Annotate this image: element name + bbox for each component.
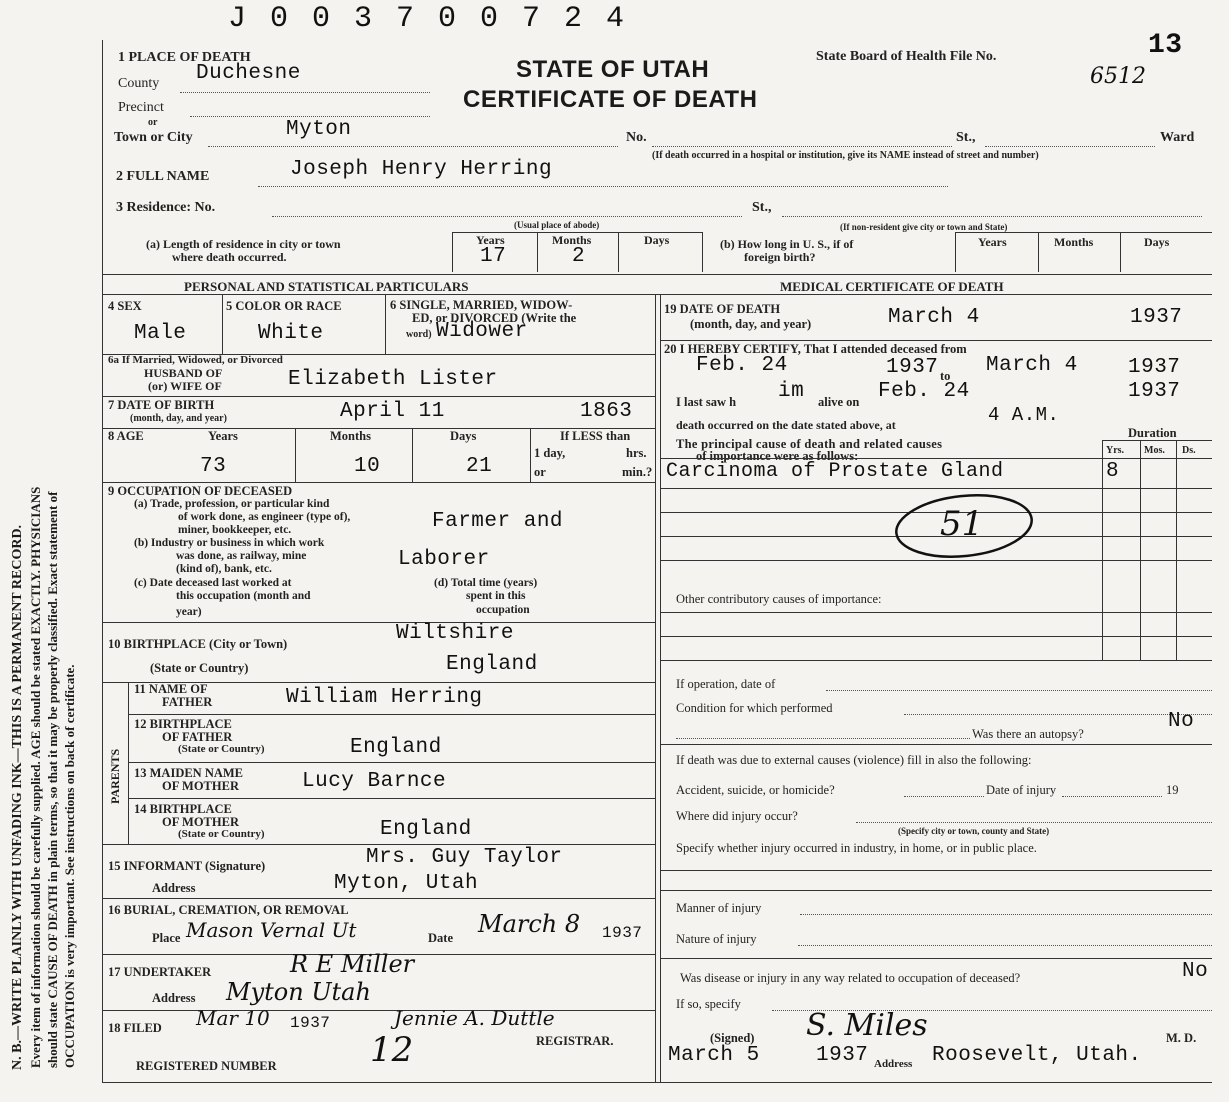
autopsy-value: No bbox=[1168, 710, 1195, 733]
marital-label-2: ED, or DIVORCED (Write the bbox=[412, 311, 577, 325]
res-b-label2: foreign birth? bbox=[744, 250, 816, 264]
residence-label: 3 Residence: No. bbox=[116, 200, 216, 215]
occ-a-1: (a) Trade, profession, or particular kind bbox=[134, 498, 330, 510]
manner-label: Manner of injury bbox=[676, 901, 762, 915]
res-days-header: Days bbox=[644, 233, 670, 247]
operation-label: If operation, date of bbox=[676, 677, 776, 691]
cause-label-2: of importance were as follows: bbox=[696, 449, 859, 463]
mother-label-2: OF MOTHER bbox=[162, 779, 239, 793]
birthplace-state: England bbox=[446, 653, 538, 676]
yrs-header: Yrs. bbox=[1106, 445, 1125, 456]
occ-c-1: (c) Date deceased last worked at bbox=[134, 577, 292, 589]
mother-bp-label-2: OF MOTHER bbox=[162, 815, 239, 829]
signed-label: (Signed) bbox=[710, 1031, 755, 1045]
hour-label: death occurred on the date stated above, at bbox=[676, 418, 896, 432]
age-days-header: Days bbox=[450, 429, 477, 443]
occ-a-2: of work done, as engineer (type of), bbox=[178, 511, 351, 523]
specify-note: (Specify city or town, county and State) bbox=[898, 826, 1050, 836]
age-months-header: Months bbox=[330, 429, 371, 443]
mother-value: Lucy Barnce bbox=[302, 770, 447, 793]
burial-label: 16 BURIAL, CREMATION, OR REMOVAL bbox=[108, 903, 349, 917]
informant-value: Mrs. Guy Taylor bbox=[366, 846, 563, 869]
saw-him: im bbox=[778, 380, 805, 403]
age-years: 73 bbox=[200, 455, 227, 478]
external-label: If death was due to external causes (violence) fill in also the following: bbox=[676, 753, 1032, 767]
autopsy-label: Was there an autopsy? bbox=[972, 727, 1084, 741]
res-a-label: (a) Length of residence in city or town bbox=[146, 237, 341, 251]
ward-label: Ward bbox=[1160, 130, 1195, 145]
full-name-value: Joseph Henry Herring bbox=[290, 158, 553, 181]
cause-label-1: The principal cause of death and related causes bbox=[676, 437, 943, 451]
alive-date: Feb. 24 bbox=[878, 380, 970, 403]
circled-code: 51 bbox=[940, 504, 984, 544]
occ-d-1: (d) Total time (years) bbox=[434, 577, 538, 589]
st-label: St., bbox=[956, 130, 976, 145]
related-value: No bbox=[1182, 960, 1209, 983]
left-border bbox=[102, 40, 103, 1082]
informant-addr: Myton, Utah bbox=[334, 872, 479, 895]
saw-label: I last saw h bbox=[676, 395, 737, 409]
undertaker-value: R E Miller bbox=[290, 950, 415, 978]
mother-label-1: 13 MAIDEN NAME bbox=[134, 766, 244, 780]
informant-addr-label: Address bbox=[152, 881, 196, 895]
other-causes-label: Other contributory causes of importance: bbox=[676, 592, 882, 606]
marital-label-3: word) bbox=[406, 329, 432, 340]
father-label-1: 11 NAME OF bbox=[134, 682, 208, 696]
occ-b-1: (b) Industry or business in which work bbox=[134, 537, 325, 549]
injury-date-label: Date of injury bbox=[986, 783, 1057, 797]
sex-label: 4 SEX bbox=[108, 299, 142, 313]
industry-label: Specify whether injury occurred in industry, in home, or in public place. bbox=[676, 841, 1037, 855]
spouse-value: Elizabeth Lister bbox=[288, 368, 498, 391]
ifso-label: If so, specify bbox=[676, 997, 741, 1011]
father-bp-label-1: 12 BIRTHPLACE bbox=[134, 717, 232, 731]
mother-bp-label-3: (State or Country) bbox=[178, 828, 265, 840]
father-bp-label-2: OF FATHER bbox=[162, 730, 233, 744]
file-number-handwritten: 6512 bbox=[1090, 64, 1146, 89]
condition-label: Condition for which performed bbox=[676, 701, 833, 715]
burial-date-label: Date bbox=[428, 931, 453, 945]
father-bp-label-3: (State or Country) bbox=[178, 743, 265, 755]
file-number: 13 bbox=[1148, 30, 1183, 61]
cause-years: 8 bbox=[1106, 460, 1120, 483]
injury-year-label: 19 bbox=[1166, 783, 1179, 797]
alive-label: alive on bbox=[818, 395, 860, 409]
occ-a-3: miner, bookkeeper, etc. bbox=[178, 524, 292, 536]
birthplace-state-label: (State or Country) bbox=[150, 661, 249, 675]
place-heading: 1 PLACE OF DEATH bbox=[118, 50, 251, 65]
filed-year: 1937 bbox=[290, 1014, 331, 1032]
spouse-label-2: HUSBAND OF bbox=[144, 366, 223, 380]
age-less-label: If LESS than bbox=[560, 429, 631, 443]
age-months: 10 bbox=[354, 455, 381, 478]
related-label: Was disease or injury in any way related to occupation of deceased? bbox=[680, 971, 1021, 985]
age-years-header: Years bbox=[208, 429, 238, 443]
age-hrs-label: hrs. bbox=[626, 446, 647, 460]
or-label: or bbox=[148, 117, 158, 128]
duration-header: Duration bbox=[1128, 426, 1177, 440]
certify-from-year: 1937 bbox=[886, 356, 939, 379]
occ-c-3: year) bbox=[176, 606, 202, 618]
occ-b-3: (kind of), bank, etc. bbox=[176, 563, 272, 575]
side-note-1: N. B.—WRITE PLAINLY WITH UNFADING INK—THIS IS A PERMANENT RECORD. bbox=[10, 524, 25, 1070]
occupation-heading: 9 OCCUPATION OF DECEASED bbox=[108, 484, 293, 498]
certify-label: 20 I HEREBY CERTIFY, That I attended deceased from bbox=[664, 342, 967, 356]
mother-bp-value: England bbox=[380, 818, 472, 841]
occ-c-2: this occupation (month and bbox=[176, 590, 311, 602]
dob-label-2: (month, day, and year) bbox=[130, 413, 227, 424]
occ-a-value: Farmer and bbox=[432, 510, 564, 533]
dob-label-1: 7 DATE OF BIRTH bbox=[108, 398, 215, 412]
filed-date: Mar 10 bbox=[196, 1006, 270, 1030]
accident-label: Accident, suicide, or homicide? bbox=[676, 783, 835, 797]
address-label: Address bbox=[874, 1058, 913, 1070]
age-min-label: min.? bbox=[622, 465, 653, 479]
signature-year: 1937 bbox=[816, 1044, 869, 1067]
burial-place-label: Place bbox=[152, 931, 181, 945]
dob-year: 1863 bbox=[580, 400, 633, 423]
hour-value: 4 A.M. bbox=[988, 404, 1060, 426]
ds-header: Ds. bbox=[1182, 445, 1196, 456]
nature-label: Nature of injury bbox=[676, 932, 757, 946]
dod-value: March 4 bbox=[888, 306, 980, 329]
occ-d-3: occupation bbox=[476, 604, 530, 616]
side-note-3: should state CAUSE OF DEATH in plain terms, so that it may be properly classified. Exact statement of bbox=[45, 491, 60, 1068]
certify-to-label: to bbox=[940, 369, 951, 383]
file-number-label: State Board of Health File No. bbox=[816, 49, 997, 64]
certify-from: Feb. 24 bbox=[696, 354, 788, 377]
usual-abode-note: (Usual place of abode) bbox=[514, 220, 600, 230]
father-bp-value: England bbox=[350, 736, 442, 759]
where-label: Where did injury occur? bbox=[676, 809, 798, 823]
dod-label-1: 19 DATE OF DEATH bbox=[664, 302, 781, 316]
informant-label: 15 INFORMANT (Signature) bbox=[108, 859, 266, 873]
certify-until: March 4 bbox=[986, 354, 1078, 377]
undertaker-label: 17 UNDERTAKER bbox=[108, 965, 212, 979]
mother-bp-label-1: 14 BIRTHPLACE bbox=[134, 802, 232, 816]
birthplace-label: 10 BIRTHPLACE (City or Town) bbox=[108, 637, 288, 651]
hospital-note: (If death occurred in a hospital or institution, give its NAME instead of street and number) bbox=[652, 150, 1039, 161]
filed-label: 18 FILED bbox=[108, 1021, 162, 1035]
medical-heading: MEDICAL CERTIFICATE OF DEATH bbox=[780, 279, 1004, 294]
cause-value: Carcinoma of Prostate Gland bbox=[666, 460, 1004, 483]
nonresident-note: (If non-resident give city or town and State) bbox=[840, 222, 1008, 232]
res-a-label2: where death occurred. bbox=[172, 250, 287, 264]
no-label: No. bbox=[626, 130, 647, 145]
spouse-label-1: 6a If Married, Widowed, or Divorced bbox=[108, 354, 283, 366]
certify-until-year: 1937 bbox=[1128, 356, 1181, 379]
age-label: 8 AGE bbox=[108, 429, 144, 443]
undertaker-addr: Myton Utah bbox=[226, 978, 371, 1006]
undertaker-addr-label: Address bbox=[152, 991, 196, 1005]
mos-header: Mos. bbox=[1144, 445, 1165, 456]
burial-year: 1937 bbox=[602, 924, 643, 942]
residence-st-label: St., bbox=[752, 200, 772, 215]
burial-place: Mason Vernal Ut bbox=[186, 918, 357, 942]
res-b-years-header: Years bbox=[978, 235, 1007, 249]
occ-d-2: spent in this bbox=[466, 590, 526, 602]
res-b-days-header: Days bbox=[1144, 235, 1170, 249]
registrar-label: REGISTRAR. bbox=[536, 1034, 614, 1048]
bottom-border bbox=[102, 1082, 1212, 1083]
signature-date: March 5 bbox=[668, 1044, 760, 1067]
side-note-2: Every item of information should be carefully supplied. AGE should be stated EXACTLY. PHYSICIANS bbox=[28, 486, 43, 1068]
marital-label-1: 6 SINGLE, MARRIED, WIDOW- bbox=[390, 298, 573, 312]
burial-date: March 8 bbox=[478, 910, 581, 938]
res-b-label: (b) How long in U. S., if of bbox=[720, 237, 854, 251]
town-label: Town or City bbox=[114, 130, 193, 145]
dod-label-2: (month, day, and year) bbox=[690, 317, 812, 331]
state-title: STATE OF UTAH bbox=[516, 56, 710, 83]
serial-number: J 0 0 3 7 0 0 7 2 4 bbox=[228, 2, 628, 36]
marital-value: Widower bbox=[436, 320, 528, 343]
sex-value: Male bbox=[134, 322, 187, 345]
color-value: White bbox=[258, 322, 324, 345]
full-name-label: 2 FULL NAME bbox=[116, 169, 210, 184]
res-b-months-header: Months bbox=[1054, 235, 1094, 249]
color-label: 5 COLOR OR RACE bbox=[226, 299, 342, 313]
dob-value: April 11 bbox=[340, 400, 445, 423]
occ-b-value: Laborer bbox=[398, 548, 490, 571]
father-label-2: FATHER bbox=[162, 695, 213, 709]
registered-number-label: REGISTERED NUMBER bbox=[136, 1059, 277, 1073]
alive-year: 1937 bbox=[1128, 380, 1181, 403]
occ-b-2: was done, as railway, mine bbox=[176, 550, 307, 562]
registrar-signature: Jennie A. Duttle bbox=[394, 1006, 555, 1030]
spouse-label-3: (or) WIFE OF bbox=[148, 379, 222, 393]
age-or-label: or bbox=[534, 465, 546, 479]
father-value: William Herring bbox=[286, 686, 483, 709]
birthplace-value: Wiltshire bbox=[396, 622, 514, 645]
age-days: 21 bbox=[466, 455, 493, 478]
town-value: Myton bbox=[286, 118, 352, 141]
res-years-value: 17 bbox=[480, 245, 507, 268]
res-months-header: Months bbox=[552, 233, 592, 247]
res-years-header: Years bbox=[476, 233, 505, 247]
registered-number: 12 bbox=[370, 1030, 414, 1070]
md-label: M. D. bbox=[1166, 1031, 1197, 1045]
county-label: County bbox=[118, 76, 160, 91]
physician-address: Roosevelt, Utah. bbox=[932, 1044, 1142, 1067]
dod-year: 1937 bbox=[1130, 306, 1183, 329]
county-value: Duchesne bbox=[196, 62, 301, 85]
physician-signature: S. Miles bbox=[806, 1008, 928, 1043]
side-note-4: OCCUPATION is very important. See instructions on back of certificate. bbox=[62, 664, 77, 1068]
personal-heading: PERSONAL AND STATISTICAL PARTICULARS bbox=[184, 279, 469, 294]
parents-label: PARENTS bbox=[108, 748, 122, 804]
precinct-label: Precinct bbox=[118, 100, 164, 115]
certificate-title: CERTIFICATE OF DEATH bbox=[463, 86, 758, 113]
age-1day-label: 1 day, bbox=[534, 446, 566, 460]
res-months-value: 2 bbox=[572, 245, 586, 268]
